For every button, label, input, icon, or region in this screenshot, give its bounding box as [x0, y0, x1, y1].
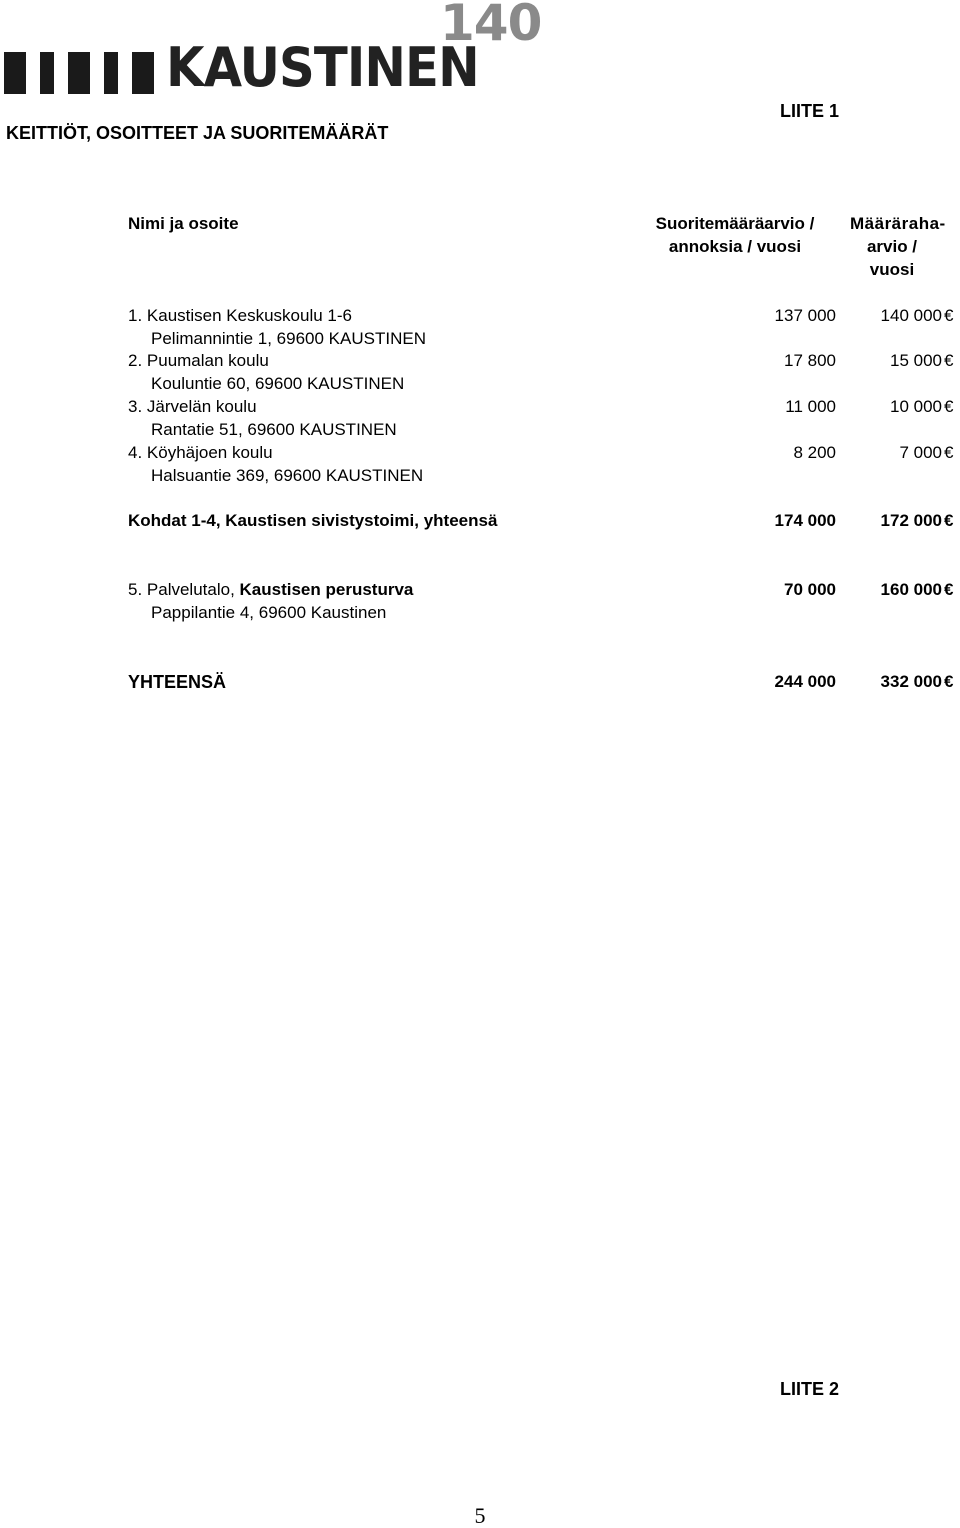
euro-sign: € — [944, 351, 954, 370]
euro-sign: € — [944, 672, 954, 691]
row-address: Rantatie 51, 69600 KAUSTINEN — [151, 420, 397, 439]
row-address: Halsuantie 369, 69600 KAUSTINEN — [151, 466, 424, 485]
row-address: Kouluntie 60, 69600 KAUSTINEN — [151, 374, 405, 393]
row-organization: Kaustisen perusturva — [239, 580, 414, 599]
total-budget: 332 000 — [880, 672, 942, 691]
column-header-budget — [838, 214, 958, 280]
logo-bar-4 — [104, 52, 118, 94]
page-number: 5 — [474, 1503, 486, 1528]
euro-sign: € — [944, 511, 954, 530]
logo-number: 140 — [440, 0, 542, 52]
euro-sign: € — [944, 580, 954, 599]
row-name: 1. Kaustisen Keskuskoulu 1-6 — [128, 306, 352, 325]
row-portions: 8 200 — [793, 443, 836, 462]
row-name: 3. Järvelän koulu — [128, 397, 257, 416]
column-header-budget-line3: vuosi — [869, 260, 915, 279]
subtotal-portions: 174 000 — [774, 511, 836, 530]
column-header-budget-line2: arvio / — [866, 237, 918, 256]
column-header-portions-line1: Suoritemääräarvio / — [655, 214, 815, 233]
row-budget: 140 000 — [880, 306, 942, 325]
row-portions: 137 000 — [774, 306, 836, 325]
row-budget: 15 000 — [890, 351, 942, 370]
logo-wordmark: KAUSTINEN — [166, 36, 479, 99]
row-name: 4. Köyhäjoen koulu — [128, 443, 273, 462]
kaustinen-logo — [0, 0, 560, 100]
euro-sign: € — [944, 397, 954, 416]
row-name: 2. Puumalan koulu — [128, 351, 269, 370]
row-name-prefix: 5. Palvelutalo, — [128, 580, 240, 599]
logo-bar-5 — [132, 52, 154, 94]
logo-bar-1 — [4, 52, 26, 94]
total-portions: 244 000 — [774, 672, 836, 691]
logo-bar-3 — [68, 52, 90, 94]
logo-bar-2 — [40, 52, 54, 94]
row-budget: 7 000 — [899, 443, 942, 462]
subtotal-budget: 172 000 — [880, 511, 942, 530]
total-label: YHTEENSÄ — [128, 672, 227, 692]
row-address: Pappilantie 4, 69600 Kaustinen — [151, 603, 387, 622]
euro-sign: € — [944, 306, 954, 325]
appendix-label-bottom: LIITE 2 — [780, 1379, 840, 1399]
row-portions: 11 000 — [785, 397, 836, 416]
column-header-budget-line1: Määräraha- — [850, 214, 946, 233]
row-budget: 10 000 — [890, 397, 942, 416]
appendix-label-top: LIITE 1 — [780, 101, 840, 121]
column-header-name: Nimi ja osoite — [128, 214, 239, 233]
column-header-portions — [620, 214, 850, 257]
row-portions: 17 800 — [784, 351, 836, 370]
column-header-portions-line2: annoksia / vuosi — [668, 237, 802, 256]
row-name — [128, 580, 413, 600]
page-title: KEITTIÖT, OSOITTEET JA SUORITEMÄÄRÄT — [6, 123, 389, 143]
subtotal-label: Kohdat 1-4, Kaustisen sivistystoimi, yhteensä — [128, 511, 498, 530]
row-budget: 160 000 — [880, 580, 942, 599]
row-portions: 70 000 — [784, 580, 836, 599]
euro-sign: € — [944, 443, 954, 462]
row-address: Pelimannintie 1, 69600 KAUSTINEN — [151, 329, 426, 348]
